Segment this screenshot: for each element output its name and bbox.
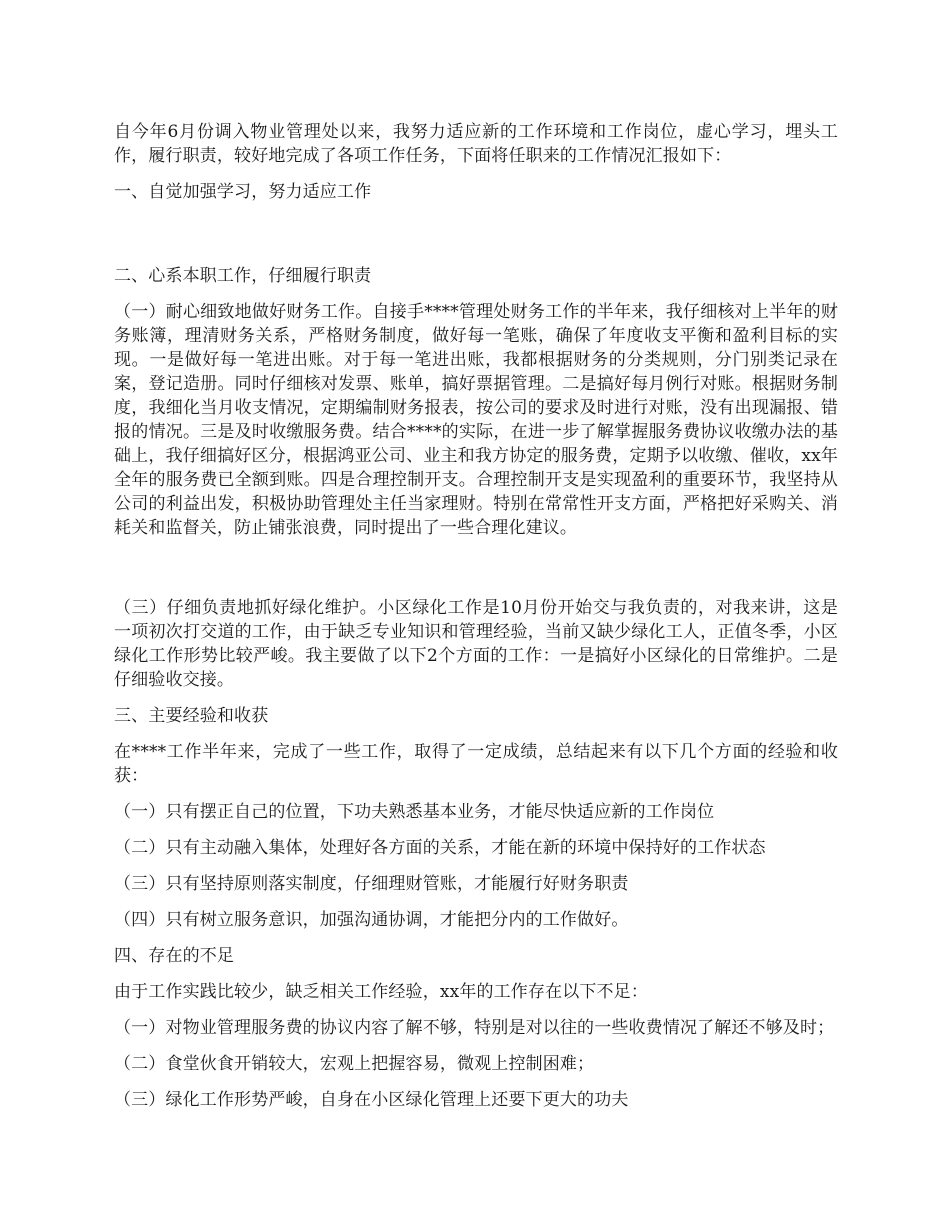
- shortcoming-item-3: （三）绿化工作形势严峻，自身在小区绿化管理上还要下更大的功夫: [114, 1090, 629, 1110]
- section-heading-3: 三、主要经验和收获: [114, 706, 269, 726]
- experience-item-4: （四）只有树立服务意识，加强沟通协调，才能把分内的工作做好。: [114, 910, 629, 930]
- section-heading-4: 四、存在的不足: [114, 946, 235, 966]
- shortcoming-item-1: （一）对物业管理服务费的协议内容了解不够，特别是对以往的一些收费情况了解还不够及时；: [114, 1018, 835, 1038]
- section-heading-1: 一、自觉加强学习，努力适应工作: [114, 182, 372, 202]
- experience-item-3: （三）只有坚持原则落实制度，仔细理财管账，才能履行好财务职责: [114, 874, 629, 894]
- document-body: [114, 120, 838, 1124]
- greening-work-paragraph: （三）仔细负责地抓好绿化维护。小区绿化工作是10月份开始交与我负责的，对我来讲，这是一项初次打交道的工作，由于缺乏专业知识和管理经验，当前又缺少绿化工人，正值冬季，小区绿化工作形势比较严峻。我主要做了以下2个方面的工作：一是搞好小区绿化的日常维护。二是仔细验收交接。: [114, 598, 838, 690]
- blank-space: [114, 216, 838, 264]
- section-heading-2: 二、心系本职工作，仔细履行职责: [114, 266, 372, 286]
- shortcoming-item-2: （二）食堂伙食开销较大，宏观上把握容易，微观上控制困难；: [114, 1054, 595, 1074]
- intro-paragraph: 自今年6月份调入物业管理处以来，我努力适应新的工作环境和工作岗位，虚心学习，埋头工作，履行职责，较好地完成了各项工作任务，下面将任职来的工作情况汇报如下：: [114, 122, 838, 166]
- experience-item-1: （一）只有摆正自己的位置，下功夫熟悉基本业务，才能尽快适应新的工作岗位: [114, 802, 715, 822]
- finance-work-paragraph: （一）耐心细致地做好财务工作。自接手****管理处财务工作的半年来，我仔细核对上半年的财务账簿，理清财务关系，严格财务制度，做好每一笔账，确保了年度收支平衡和盈利目标的实现。一是做好每一笔进出账。对于每一笔进出账，我都根据财务的分类规则，分门别类记录在案，登记造册。同时仔细核对发票、账单，搞好票据管理。二是搞好每月例行对账。根据财务制度，我细化当月收支情况，定期编制财务报表，按公司的要求及时进行对账，没有出现漏报、错报的情况。三是及时收缴服务费。结合****的实际，在进一步了解掌握服务费协议收缴办法的基础上，我仔细搞好区分，根据鸿亚公司、业主和我方协定的服务费，定期予以收缴、催收，xx年全年的服务费已全额到账。四是合理控制开支。合理控制开支是实现盈利的重要环节，我坚持从公司的利益出发，积极协助管理处主任当家理财。特别在常常性开支方面，严格把好采购关、消耗关和监督关，防止铺张浪费，同时提出了一些合理化建议。: [114, 302, 838, 538]
- shortcomings-intro-paragraph: 由于工作实践比较少，缺乏相关工作经验，xx年的工作存在以下不足：: [114, 982, 648, 1002]
- blank-space: [114, 552, 838, 596]
- experience-intro-paragraph: 在****工作半年来，完成了一些工作，取得了一定成绩，总结起来有以下几个方面的经验和收获：: [114, 742, 838, 786]
- experience-item-2: （二）只有主动融入集体，处理好各方面的关系，才能在新的环境中保持好的工作状态: [114, 838, 766, 858]
